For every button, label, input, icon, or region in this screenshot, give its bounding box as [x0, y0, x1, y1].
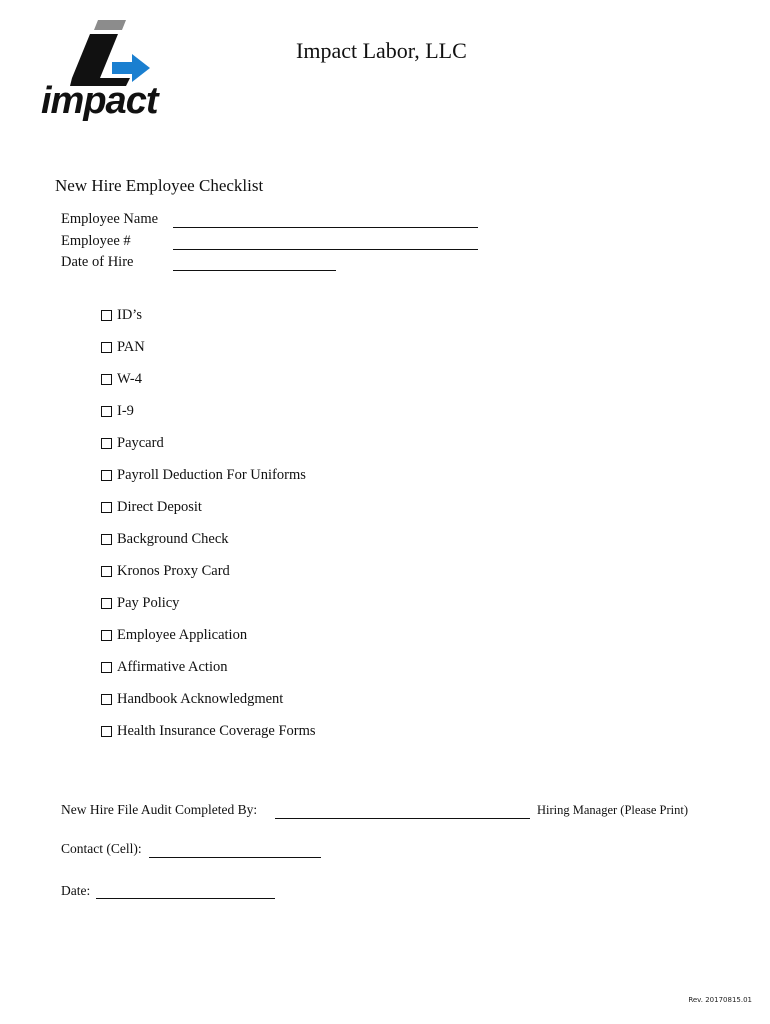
revision-number: Rev. 20170815.01 [688, 996, 752, 1004]
checkbox[interactable] [101, 694, 112, 705]
checklist-item-pay-policy[interactable]: Pay Policy [101, 595, 179, 612]
checklist-item-employee-application[interactable]: Employee Application [101, 627, 247, 644]
checkbox[interactable] [101, 630, 112, 641]
date-field[interactable] [96, 898, 275, 899]
audit-completed-by-field[interactable] [275, 818, 530, 819]
employee-number-field[interactable] [173, 249, 478, 250]
checklist-item-handbook-acknowledgment[interactable]: Handbook Acknowledgment [101, 691, 283, 708]
checklist-item-i9[interactable]: I-9 [101, 403, 134, 420]
checklist-item-background-check[interactable]: Background Check [101, 531, 229, 548]
date-of-hire-field[interactable] [173, 270, 336, 271]
date-of-hire-label: Date of Hire [61, 254, 134, 270]
checkbox[interactable] [101, 470, 112, 481]
hiring-manager-note: Hiring Manager (Please Print) [537, 803, 689, 817]
page-title: New Hire Employee Checklist [55, 176, 264, 195]
checklist-item-payroll-deduction[interactable]: Payroll Deduction For Uniforms [101, 467, 306, 484]
checkbox[interactable] [101, 310, 112, 321]
employee-name-label: Employee Name [61, 211, 159, 227]
checkbox[interactable] [101, 342, 112, 353]
checklist-item-pan[interactable]: PAN [101, 339, 145, 356]
checklist-item-ids[interactable]: ID’s [101, 307, 142, 324]
contact-cell-field[interactable] [149, 857, 321, 858]
logo-wordmark: impact [41, 80, 158, 122]
checkbox[interactable] [101, 374, 112, 385]
checklist-item-kronos-proxy-card[interactable]: Kronos Proxy Card [101, 563, 230, 580]
checkbox[interactable] [101, 502, 112, 513]
date-label: Date: [61, 883, 91, 898]
checklist-item-affirmative-action[interactable]: Affirmative Action [101, 659, 227, 676]
checkbox[interactable] [101, 726, 112, 737]
company-name: Impact Labor, LLC [296, 38, 467, 63]
checklist-item-w4[interactable]: W-4 [101, 371, 142, 388]
checkbox[interactable] [101, 566, 112, 577]
checkbox[interactable] [101, 406, 112, 417]
checklist-item-paycard[interactable]: Paycard [101, 435, 164, 452]
checkbox[interactable] [101, 438, 112, 449]
checkbox[interactable] [101, 534, 112, 545]
employee-number-label: Employee # [61, 233, 131, 249]
checklist-item-direct-deposit[interactable]: Direct Deposit [101, 499, 202, 516]
checkbox[interactable] [101, 662, 112, 673]
checkbox[interactable] [101, 598, 112, 609]
checklist-item-health-insurance-forms[interactable]: Health Insurance Coverage Forms [101, 723, 316, 740]
contact-cell-label: Contact (Cell): [61, 841, 142, 856]
audit-completed-by-label: New Hire File Audit Completed By: [61, 802, 258, 817]
employee-name-field[interactable] [173, 227, 478, 228]
